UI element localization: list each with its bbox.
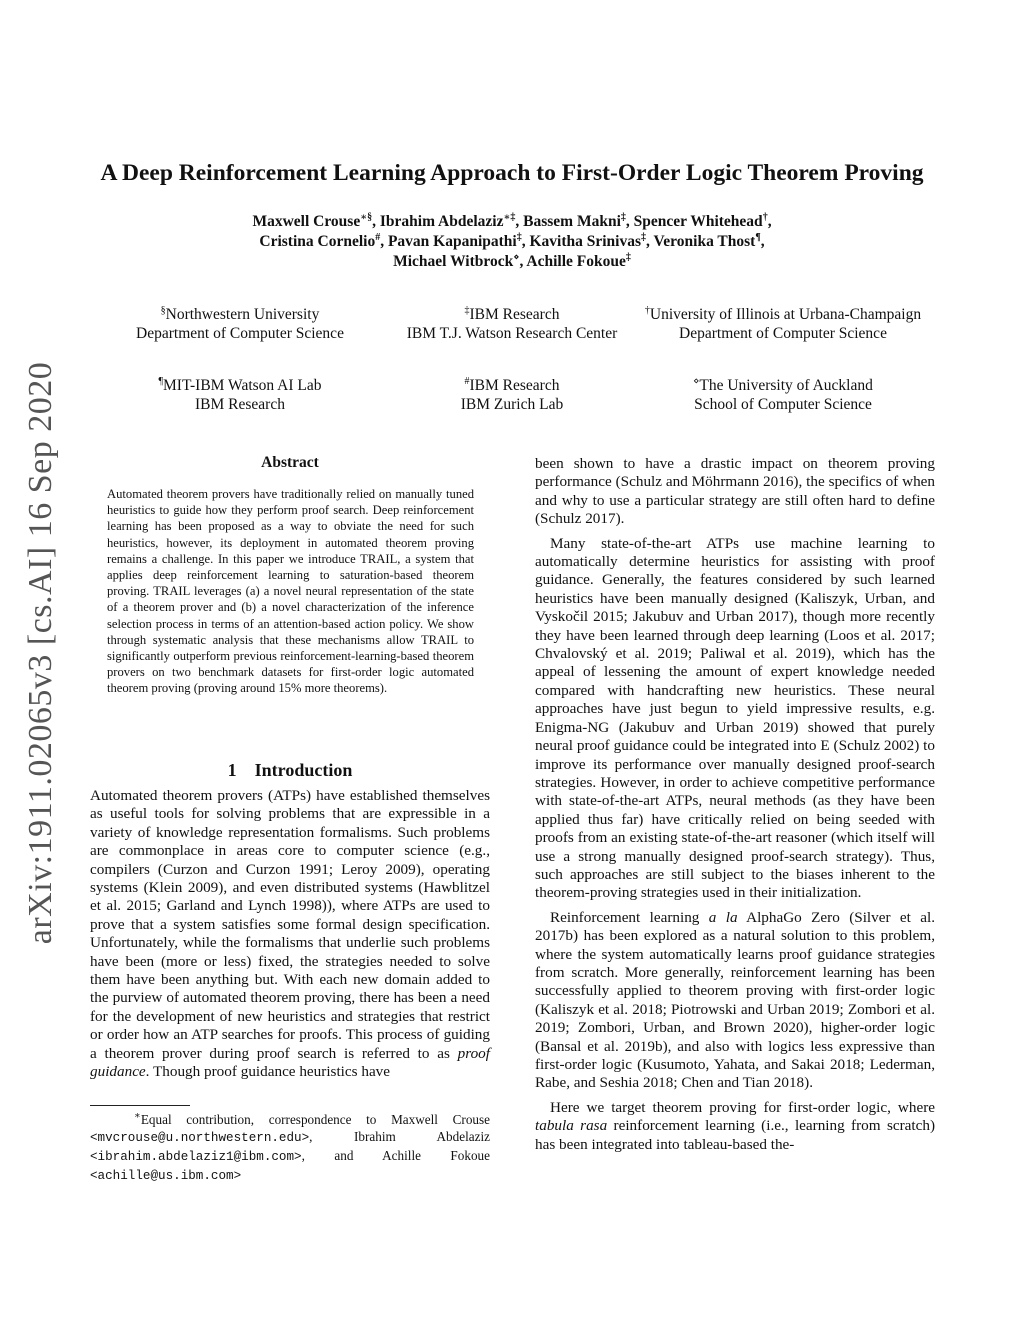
author: Spencer Whitehead†, [633, 211, 772, 230]
author: Bassem Makni‡, [523, 211, 634, 230]
author: Veronika Thost¶, [653, 231, 765, 250]
section-heading: 1 Introduction [227, 760, 353, 780]
right-column [535, 455, 935, 1154]
affiliation-ibm-zurich: #IBM Research IBM Zurich Lab [460, 375, 564, 413]
author-list [130, 212, 894, 272]
email-link[interactable]: <mvcrouse@u.northwestern.edu> [90, 1131, 310, 1145]
paper-title: A Deep Reinforcement Learning Approach to First-Order Logic Theorem Proving [100, 160, 924, 186]
author: Ibrahim Abdelaziz∗‡, [379, 211, 524, 230]
author: Achille Fokoue‡ [526, 251, 631, 270]
affiliation-uiuc: †University of Illinois at Urbana-Champaign Department of Computer Science [644, 304, 922, 342]
paragraph: Here we target theorem proving for first-order logic, where tabula rasa reinforcement learning (i.e., learning from scratch) has been integrated into tableau-based the- [535, 1098, 935, 1153]
footnote-rule [90, 1105, 190, 1106]
affiliation-ibm-watson: ‡IBM Research IBM T.J. Watson Research Center [406, 304, 618, 342]
left-column [90, 787, 490, 1082]
email-link[interactable]: <ibrahim.abdelaziz1@ibm.com> [90, 1150, 302, 1164]
abstract-text: Automated theorem provers have traditionally relied on manually tuned heuristics to guide how they perform proof search. Deep reinforcement learning has been proposed as a way to obviate the need for such heuristics, however, its deployment in automated theorem proving remains a challenge. In this paper we introduce TRAIL, a system that applies deep reinforcement learning to saturation-based theorem proving. TRAIL leverages (a) a novel neural representation of the state of a theorem prover and (b) a novel characterization of the inference selection process in terms of an attention-based action policy. We show through systematic analysis that these mechanisms allow TRAIL to significantly outperform previous reinforcement-learning-based theorem provers on two benchmark datasets for first-order logic automated theorem proving (proving around 15% more theorems). [107, 487, 474, 696]
paragraph: been shown to have a drastic impact on theorem proving performance (Schulz and Möhrmann 2016), the specifics of when and why to use a particular strategy are still often hard to define (Schulz 2017). [535, 455, 935, 528]
author: Michael Witbrock⋄, [393, 251, 527, 270]
footnote: ∗Equal contribution, correspondence to Maxwell Crouse <mvcrouse@u.northwestern.edu>, Ibrahim Abdelaziz <ibrahim.abdelaziz1@ibm.com>, and Achille Fokoue <achille@us.ibm.com> [90, 1110, 491, 1183]
abstract-heading: Abstract [261, 454, 319, 471]
author: Pavan Kapanipathi‡, [387, 231, 530, 250]
affiliation-northwestern: §Northwestern University Department of Computer Science [136, 304, 344, 342]
affiliation-mit-ibm: ¶MIT-IBM Watson AI Lab IBM Research [158, 375, 322, 413]
author: Kavitha Srinivas‡, [529, 231, 654, 250]
intro-paragraph: Automated theorem provers (ATPs) have established themselves as useful tools for solving problems that are expressible in a variety of knowledge representation formalisms. Such problems are commonplace in areas core to computer science (e.g., compilers (Curzon and Curzon 1991; Leroy 2009), operating systems (Klein 2009), and even distributed systems (Hawblitzel et al. 2015; Garland and Lynch 1998)), where ATPs are used to prove that a system satisfies some formal design specification. Unfortunately, while the formalisms that underlie such problems have been (more or less) fixed, the strategies needed to solve them have been anything but. With each new domain added to the purview of automated theorem proving, there has been a need for the development of new heuristics and strategies that restrict or order how an ATP searches for proofs. This process of guiding a theorem prover during proof search is referred to as proof guidance. Though proof guidance heuristics have [90, 787, 490, 1081]
arxiv-stamp [6, 360, 76, 945]
arxiv-id: arXiv:1911.02065v3 [cs.AI] 16 Sep 2020 [22, 361, 59, 944]
affiliation-auckland: ⋄The University of Auckland School of Computer Science [693, 375, 873, 413]
author: Maxwell Crouse∗§, [252, 211, 380, 230]
email-link[interactable]: <achille@us.ibm.com> [90, 1169, 242, 1183]
paragraph: Reinforcement learning a la AlphaGo Zero (Silver et al. 2017b) has been explored as a natural solution to this problem, where the system automatically learns proof guidance strategies from scratch. More generally, reinforcement learning has been successfully applied to theorem proving with first-order logic (Kaliszyk et al. 2018; Piotrowski and Urban 2019; Zombori et al. 2019; Zombori, Urban, and Brown 2020), higher-order logic (Bansal et al. 2019b), and also with logics less expressive than first-order logic (Kusumoto, Yahata, and Sakai 2018; Lederman, Rabe, and Seshia 2018; Chen and Tian 2018). [535, 908, 935, 1092]
author: Cristina Cornelio#, [259, 231, 388, 250]
paragraph: Many state-of-the-art ATPs use machine learning to automatically determine heuristics for assisting with proof guidance. Generally, the features considered by such learned heuristics have been manually designed (Kaliszyk, Urban, and Vyskočil 2015; Jakubuv and Urban 2017), though more recently they have been learned through deep learning (Loos et al. 2017; Chvalovský et al. 2019; Paliwal et al. 2019), which has the appeal of lessening the amount of expert knowledge needed compared with handcrafting new heuristics. These neural approaches have just begun to yield impressive results, e.g. Enigma-NG (Jakubuv and Urban 2019) showed that purely neural proof guidance could be integrated into E (Schulz 2002) to improve its performance over manually designed proof-search strategies. However, in order to achieve competitive performance with state-of-the-art ATPs, neural methods (as they have been applied thus far) have critically relied on being seeded with proofs from an existing state-of-the-art reasoner (which itself will use a strong manually designed proof-search strategy). Thus, such approaches are still subject to the biases inherent to the theorem-proving strategies used in their initialization. [535, 534, 935, 902]
